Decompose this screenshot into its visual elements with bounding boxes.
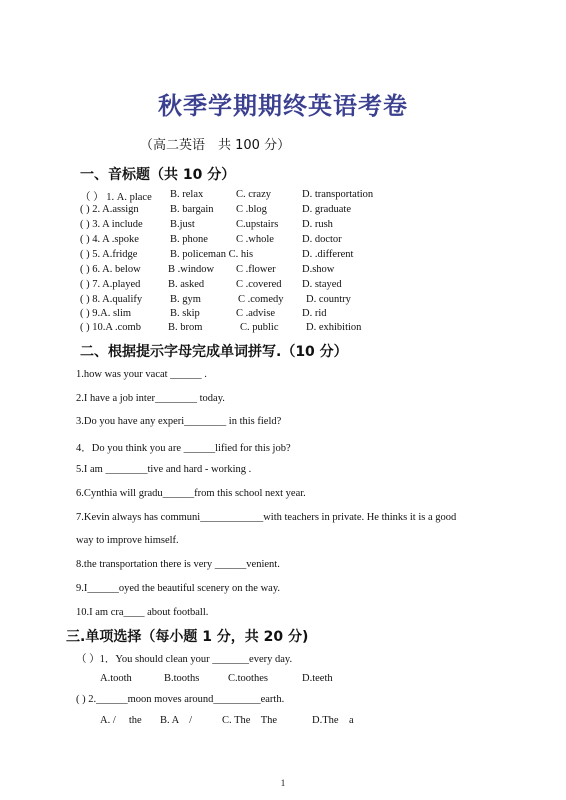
q1-option-b: B.tooths xyxy=(164,673,200,684)
row-option-b: B. phone xyxy=(170,234,208,245)
row-option-b: B.just xyxy=(170,219,195,230)
spelling-item: 3.Do you have any experi________ in this field? xyxy=(76,416,282,427)
spelling-item: 4．Do you think you are ______lified for this job? xyxy=(76,443,291,454)
row-option-d: D. country xyxy=(306,294,351,305)
row-option-c: C .whole xyxy=(236,234,274,245)
row-option-b: B. asked xyxy=(168,279,205,290)
row-option-b: B. relax xyxy=(170,189,204,200)
row-option-d: D. rid xyxy=(302,308,327,319)
spelling-item: 9.I______oyed the beautiful scenery on the way. xyxy=(76,583,281,594)
row-option-b: B. brom xyxy=(168,322,203,333)
row-option-a: ( ) 10.A .comb xyxy=(80,322,141,333)
row-option-a: ( ) 7. A.played xyxy=(80,279,141,290)
row-option-c: C .comedy xyxy=(238,294,284,305)
row-option-a: ( ) 3. A include xyxy=(80,219,143,230)
row-option-a: ( ) 6. A. below xyxy=(80,264,141,275)
row-option-d: D. transportation xyxy=(302,189,374,200)
spelling-item-continued: way to improve himself. xyxy=(76,535,179,546)
row-option-c: C .flower xyxy=(236,264,276,275)
q2-option-a: A. / the xyxy=(100,715,142,726)
row-option-a: ( ) 9.A. slim xyxy=(80,308,132,319)
row-option-d: D. exhibition xyxy=(306,322,362,333)
page-title: 秋季学期期终英语考卷 xyxy=(158,92,408,120)
row-option-c: C.upstairs xyxy=(236,219,279,230)
row-option-d: D.show xyxy=(302,264,335,275)
row-option-b: B. bargain xyxy=(170,204,214,215)
row-option-d: D. rush xyxy=(302,219,333,230)
row-option-b: B. policeman C. his xyxy=(170,249,254,260)
row-option-c: C. public xyxy=(240,322,279,333)
row-option-d: D. doctor xyxy=(302,234,342,245)
spelling-item: 5.I am ________tive and hard - working . xyxy=(76,464,252,475)
row-option-c: C. crazy xyxy=(236,189,271,200)
question-2: ( ) 2.______moon moves around_________earth. xyxy=(76,694,285,705)
exam-subtitle: （高二英语 共 100 分） xyxy=(140,138,291,153)
question-1: （ ）1．You should clean your _______every day. xyxy=(76,654,293,665)
section3-heading: 三.单项选择（每小题 1 分，共 20 分) xyxy=(66,629,309,645)
row-option-a: ( ) 5. A.fridge xyxy=(80,249,138,260)
row-option-d: D. .different xyxy=(302,249,354,260)
row-option-a: ( ) 8. A.qualify xyxy=(80,294,143,305)
spelling-item: 6.Cynthia will gradu______from this school next year. xyxy=(76,488,306,499)
spelling-item: 7.Kevin always has communi____________with teachers in private. He thinks it is a good xyxy=(76,512,457,523)
section2-heading: 二、根据提示字母完成单词拼写.（10 分） xyxy=(80,344,348,360)
row-option-a: ( ) 4. A .spoke xyxy=(80,234,139,245)
q1-option-d: D.teeth xyxy=(302,673,333,684)
q2-option-b: B. A / xyxy=(160,715,193,726)
row-option-c: C .covered xyxy=(236,279,282,290)
q2-option-c: C. The The xyxy=(222,715,278,726)
row-option-a: ( ) 2. A.assign xyxy=(80,204,139,215)
q1-option-c: C.toothes xyxy=(228,673,268,684)
row-option-b: B .window xyxy=(168,264,215,275)
row-option-d: D. stayed xyxy=(302,279,342,290)
spelling-item: 2.I have a job inter________ today. xyxy=(76,393,225,404)
spelling-item: 10.I am cra____ about football. xyxy=(76,607,209,618)
q2-option-d: D.The a xyxy=(312,715,354,726)
row-option-c: C .blog xyxy=(236,204,267,215)
row-option-b: B. gym xyxy=(170,294,201,305)
q1-option-a: A.tooth xyxy=(100,673,132,684)
row-option-d: D. graduate xyxy=(302,204,351,215)
row-option-b: B. skip xyxy=(170,308,200,319)
section1-heading: 一、音标题（共 10 分） xyxy=(80,167,236,183)
page-number: 1 xyxy=(280,778,286,788)
row-option-a: （ ） 1. A. place xyxy=(80,192,152,203)
spelling-item: 1.how was your vacat ______ . xyxy=(76,369,207,380)
spelling-item: 8.the transportation there is very ______venient. xyxy=(76,559,280,570)
row-option-c: C .advise xyxy=(236,308,276,319)
